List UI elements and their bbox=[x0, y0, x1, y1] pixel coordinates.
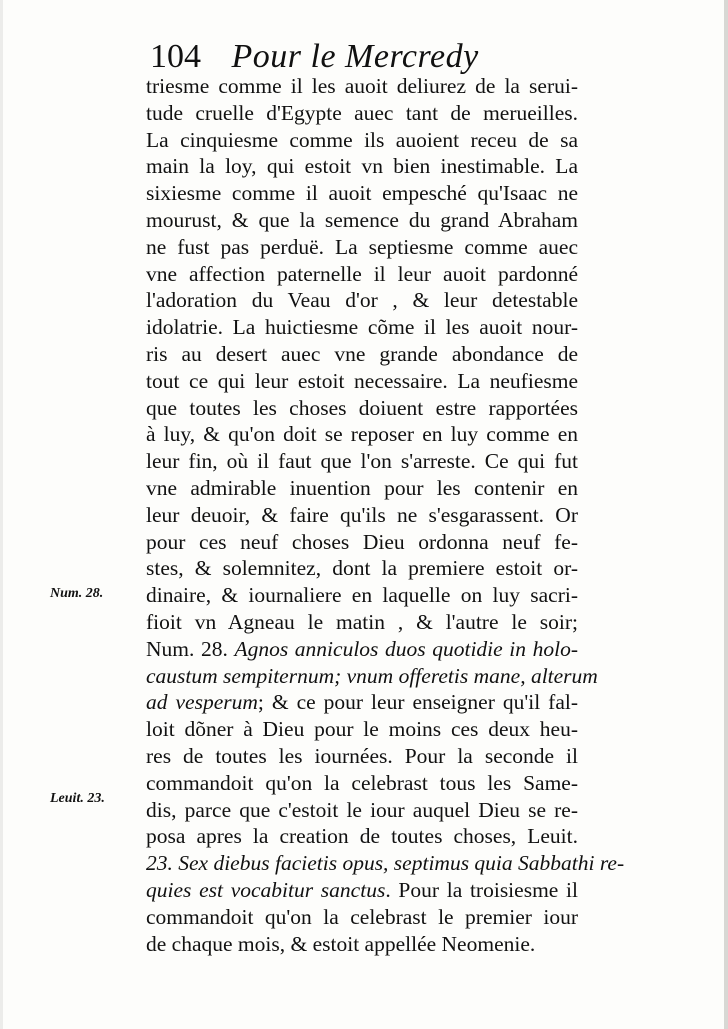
text-line: main la loy, qui estoit vn bien inestimable. La bbox=[146, 154, 578, 179]
text-line: stes, & solemnitez, dont la premiere estoit or- bbox=[146, 556, 578, 581]
text-line: mourust, & que la semence du grand Abraham bbox=[146, 207, 578, 232]
text-line: 23. Sex diebus facietis opus, septimus quia Sabbathi re- bbox=[146, 851, 625, 876]
text-line: quies est vocabitur sanctus. Pour la troisiesme il bbox=[146, 877, 578, 902]
body-text bbox=[146, 73, 625, 957]
text-line: ris au desert auec vne grande abondance de bbox=[146, 341, 578, 366]
text-line: leur fin, où il faut que l'on s'arreste. Ce qui fut bbox=[146, 449, 578, 474]
text-line: tout ce qui leur estoit necessaire. La neufiesme bbox=[146, 368, 578, 393]
text-line: l'adoration du Veau d'or , & leur detestable bbox=[146, 288, 578, 313]
page-right-edge bbox=[724, 0, 728, 1029]
text-line: caustum sempiternum; vnum offeretis mane, alterum bbox=[146, 663, 598, 688]
text-line: triesme comme il les auoit deliurez de la serui- bbox=[146, 74, 578, 98]
margin-note-num: Num. 28. bbox=[50, 586, 104, 601]
text-line: ne fust pas perduë. La septiesme comme auec bbox=[146, 234, 578, 259]
page-number: 104 bbox=[150, 38, 201, 75]
text-line: res de toutes les iournées. Pour la seconde il bbox=[146, 743, 578, 768]
text-line: loit dõner à Dieu pour le moins ces deux heu- bbox=[146, 717, 578, 742]
text-line: Num. 28. Agnos anniculos duos quotidie in holo- bbox=[146, 636, 578, 661]
text-line: pour ces neuf choses Dieu ordonna neuf fe- bbox=[146, 529, 578, 554]
text-line: dinaire, & iournaliere en laquelle on luy sacri- bbox=[146, 583, 578, 608]
margin-note-leuit: Leuit. 23. bbox=[50, 791, 105, 806]
text-line: fioit vn Agneau le matin , & l'autre le soir; bbox=[146, 609, 578, 634]
text-line: La cinquiesme comme ils auoient receu de sa bbox=[146, 127, 578, 152]
text-line: commandoit qu'on la celebrast le premier iour bbox=[146, 904, 578, 929]
text-line: posa apres la creation de toutes choses, Leuit. bbox=[146, 824, 578, 849]
text-line: à luy, & qu'on doit se reposer en luy comme en bbox=[146, 422, 578, 447]
text-line: sixiesme comme il auoit empesché qu'Isaac ne bbox=[146, 181, 578, 206]
text-line: que toutes les choses doiuent estre rapportées bbox=[146, 395, 578, 420]
text-line: de chaque mois, & estoit appellée Neomenie. bbox=[146, 931, 536, 956]
text-line: leur deuoir, & faire qu'ils ne s'esgarassent. Or bbox=[146, 502, 578, 527]
running-title: Pour le Mercredy bbox=[231, 38, 479, 75]
text-line: idolatrie. La huictiesme cõme il les auoit nour- bbox=[146, 315, 578, 340]
text-line: ad vesperum; & ce pour leur enseigner qu'il fal- bbox=[146, 690, 579, 715]
text-line: dis, parce que c'estoit le iour auquel Dieu se re- bbox=[146, 797, 578, 822]
text-line: tude cruelle d'Egypte auec tant de merueilles. bbox=[146, 100, 578, 125]
text-line: vne affection paternelle il leur auoit pardonné bbox=[146, 261, 578, 286]
page-left-edge bbox=[0, 0, 3, 1029]
text-line: vne admirable inuention pour les contenir en bbox=[146, 475, 578, 500]
text-line: commandoit qu'on la celebrast tous les Same- bbox=[146, 770, 578, 795]
